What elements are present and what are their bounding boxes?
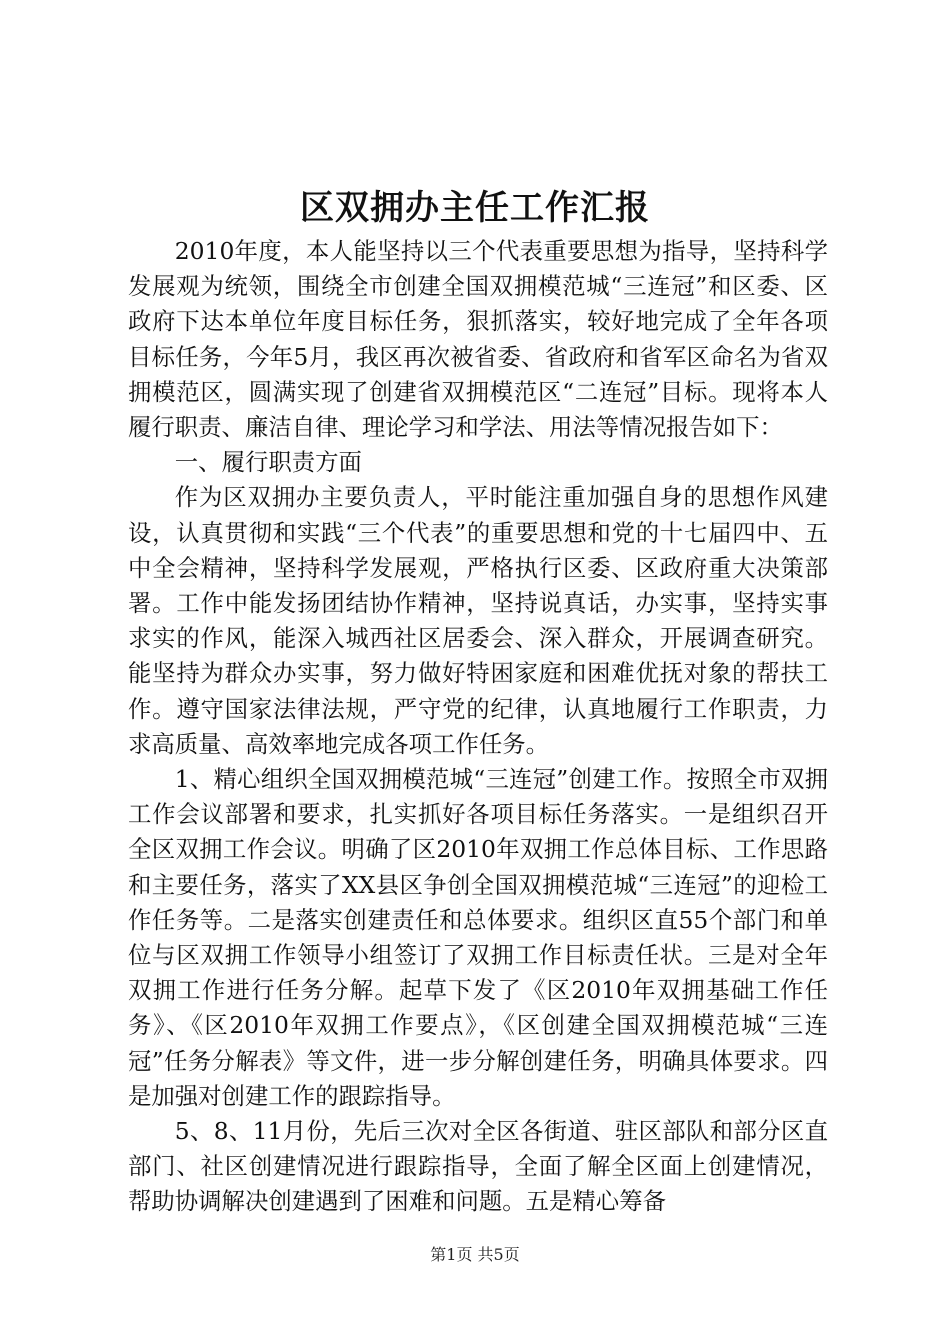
paragraph-item-1: 1、精心组织全国双拥模范城“三连冠”创建工作。按照全市双拥工作会议部署和要求，扎实抓好各项目标任务落实。一是组织召开全区双拥工作会议。明确了区2010年双拥工作总体目标、工作思路和主要任务，落实了XX县区争创全国双拥模范城“三连冠”的迎检工作任务等。二是落实创建责任和总体要求。组织区直55个部门和单位与区双拥工作领导小组签订了双拥工作目标责任状。三是对全年双拥工作进行任务分解。起草下发了《区2010年双拥基础工作任务》、《区2010年双拥工作要点》，《区创建全国双拥模范城“三连冠”任务分解表》等文件，进一步分解创建任务，明确具体要求。四是加强对创建工作的跟踪指导。 [128, 765, 828, 1110]
paragraph-continuation: 5、8、11月份，先后三次对全区各街道、驻区部队和部分区直部门、社区创建情况进行跟踪指导，全面了解全区面上创建情况，帮助协调解决创建遇到了困难和问题。五是精心筹备 [128, 1117, 828, 1216]
document-title: 区双拥办主任工作汇报 [300, 188, 650, 228]
section-heading-duties: 一、履行职责方面 [174, 448, 362, 477]
paragraph-duties: 作为区双拥办主要负责人，平时能注重加强自身的思想作风建设，认真贯彻和实践“三个代表”的重要思想和党的十七届四中、五中全会精神，坚持科学发展观，严格执行区委、区政府重大决策部署。工作中能发扬团结协作精神，坚持说真话，办实事，坚持实事求实的作风，能深入城西社区居委会、深入群众，开展调查研究。能坚持为群众办实事，努力做好特困家庭和困难优抚对象的帮扶工作。遵守国家法律法规，严守党的纪律，认真地履行工作职责，力求高质量、高效率地完成各项工作任务。 [128, 483, 828, 758]
document-body [128, 234, 828, 1220]
page-number-footer: 第1页 共5页 [430, 1245, 520, 1264]
paragraph-intro: 2010年度，本人能坚持以三个代表重要思想为指导，坚持科学发展观为统领，围绕全市创建全国双拥模范城“三连冠”和区委、区政府下达本单位年度目标任务，狠抓落实，较好地完成了全年各项目标任务，今年5月，我区再次被省委、省政府和省军区命名为省双拥模范区，圆满实现了创建省双拥模范区“二连冠”目标。现将本人履行职责、廉洁自律、理论学习和学法、用法等情况报告如下： [128, 237, 828, 442]
